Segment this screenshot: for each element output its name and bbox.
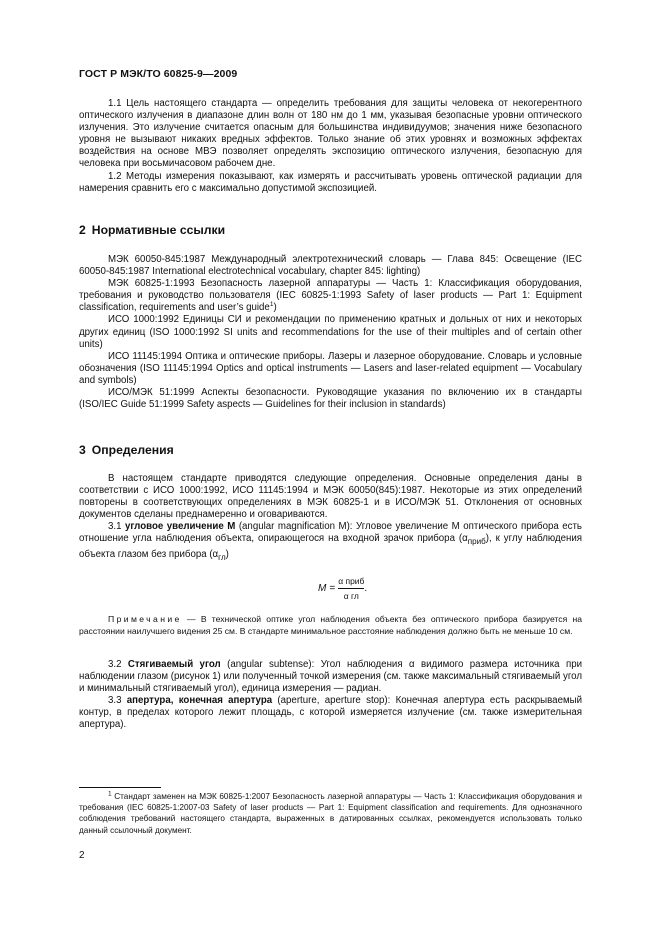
footnote: $^1$ Стандарт заменен на МЭК 60825-1:2007 Безопасность лазерной аппаратуры — Часть 1: Классификация оборудования и требования (IEC 60825-1:2007-03 Safety of laser products — Part 1: Equipment classification and requirements. Для однозначного соблюдения требований настоящего стандарта, выраженных в датированных ссылках, рекомендуется использовать только данный ссылочный документ. <box>79 790 582 835</box>
reference-item: МЭК 60050-845:1987 Международный электротехнический словарь — Глава 845: Освещение (IEC 60050-845:1987 International electrotechnical vocabulary, chapter 845: lighting) <box>79 254 582 278</box>
references-block <box>79 254 582 411</box>
intro-block <box>79 98 582 195</box>
definition-3-1: 3.1 угловое увеличение M (angular magnification M): Угловое увеличение M оптического прибора есть отношение угла наблюдения объекта, опирающегося на входной зрачок прибора $(\alpha_{приб})$, к углу наблюдения объекта глазом без прибора $(\alpha_{гл})$ <box>79 521 582 562</box>
footnote-number: 1 <box>108 790 112 798</box>
reference-item: ИСО 1000:1992 Единицы СИ и рекомендации по применению кратных и дольных от них и некоторых других единиц (ISO 1000:1992 SI units and recommendations for the use of their multiples and of certain other units) <box>79 314 582 350</box>
term: угловое увеличение M <box>125 521 236 533</box>
reference-item: ИСО 11145:1994 Оптика и оптические приборы. Лазеры и лазерное оборудование. Словарь и условные обозначения (ISO 11145:1994 Optics and optical instruments — Lasers and laser-related equipment — Vocabulary and symbols) <box>79 350 582 386</box>
section-number: 2 <box>79 223 86 237</box>
definitions-intro: В настоящем стандарте приводятся следующие определения. Основные определения даны в соответствии с ИСО 1000:1992, ИСО 11145:1994 и МЭК 60050(845):1987. Некоторые из этих определений повторены в соответствующих определениях в МЭК 60825-1 и в ИСО/МЭК 51. Отклонения от основных документов сделаны преднамеренно и оговариваются. <box>79 473 582 521</box>
definition-3-3: 3.3 апертура, конечная апертура (aperture, aperture stop): Конечная апертура есть раскрываемый контур, в пределах которого лежит площадь, с которой измеряется излучение (см. также измерительная апертура). <box>79 695 582 731</box>
reference-item: ИСО/МЭК 51:1999 Аспекты безопасности. Руководящие указания по включению их в стандарты (ISO/IEC Guide 51:1999 Safety aspects — Guidelines for their inclusion in standards) <box>79 387 582 411</box>
fraction: $\frac{\text{α приб}}{\text{α гл}}$ <box>338 576 365 601</box>
section-number: 3 <box>79 443 86 457</box>
paragraph-1-1: 1.1 Цель настоящего стандарта — определить требования для защиты человека от некогерентного оптического излучения в диапазоне длин волн от 180 нм до 1 мм, указывая безопасные уровни оптического излучения. Это излучение считается опасным для большинства индивидуумов; значения ниже безопасного уровня не вызывают никаких вредных эффектов. Только знание об этих уровнях и возможных эффектах воздействия на основе МВЭ позволяет определять экспозицию оптического излучения, безопасную для человека при восьмичасовом рабочем дне. <box>79 98 582 170</box>
formula-angular-magnification: M = $\frac{\text{α приб}}{\text{α гл}}$ . <box>318 576 368 601</box>
definition-3-2: 3.2 Стягиваемый угол (angular subtense): Угол наблюдения α видимого размера источника при наблюдении глазом (рисунок 1) или полученный точкой измерения (см. также максимальный стягиваемый угол и минимальный стягиваемый угол), единица измерения — радиан. <box>79 659 582 695</box>
section-title: Определения <box>91 443 174 457</box>
footnote-mark: 1 <box>269 301 274 309</box>
note-label: Примечание <box>108 614 182 624</box>
section-title: Нормативные ссылки <box>91 223 226 237</box>
reference-item: МЭК 60825-1:1993 Безопасность лазерной аппаратуры — Часть 1: Классификация оборудования, требования и руководство пользователя (IEC 60825-1:1993 Safety of laser products — Part 1: Equipment classification, requirements and user’s guide$^1$) <box>79 278 582 314</box>
definitions-block-2 <box>79 659 582 732</box>
page-number: 2 <box>79 850 85 861</box>
running-header: ГОСТ Р МЭК/ТО 60825-9—2009 <box>79 68 238 80</box>
footnote-separator <box>79 787 161 788</box>
section-3-heading <box>79 443 174 457</box>
paragraph-1-2: 1.2 Методы измерения показывают, как измерять и рассчитывать уровень оптической радиации для намерения сравнить его с максимально допустимой экспозицией. <box>79 170 582 194</box>
definitions-block <box>79 473 582 564</box>
note: Примечание — В технической оптике угол наблюдения объекта без оптического прибора базируется на расстоянии наилучшего видения 25 см. В стандарте минимальное расстояние наблюдения должно быть не меньше 10 см. <box>79 614 582 636</box>
section-2-heading <box>79 223 225 237</box>
